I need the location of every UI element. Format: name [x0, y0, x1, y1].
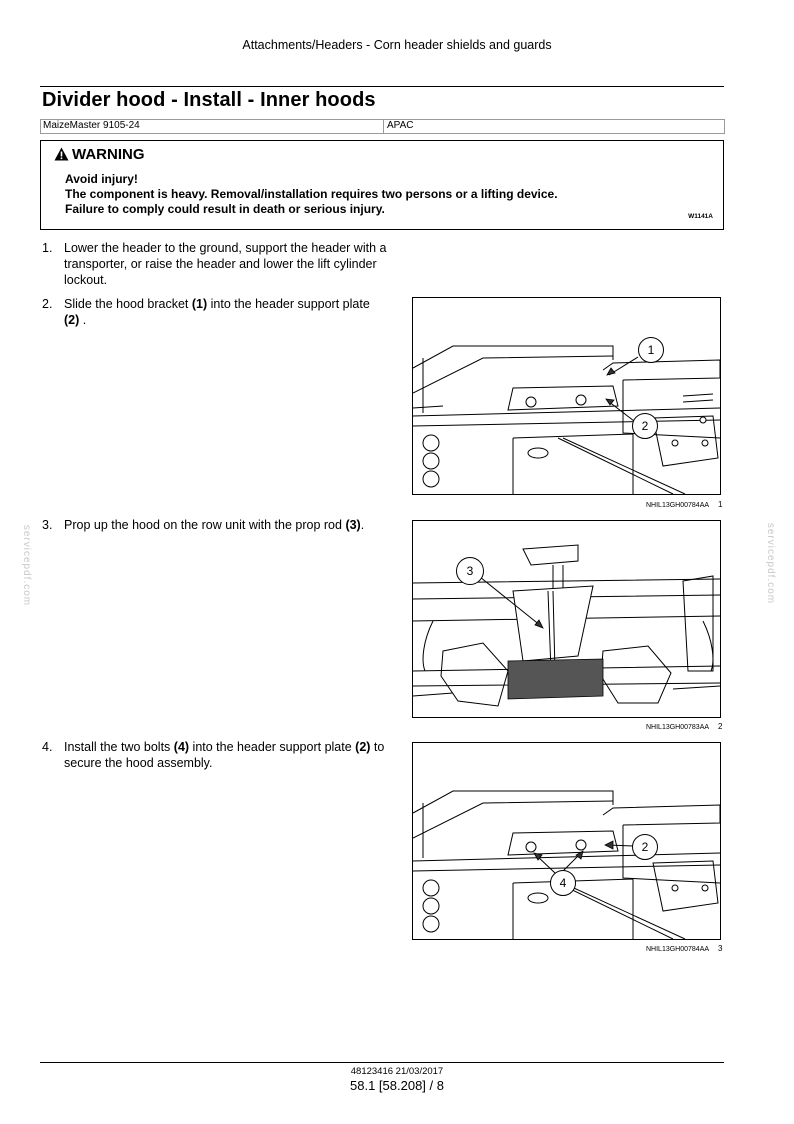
figure-2-drawing: [413, 521, 720, 717]
figure-1: [412, 297, 721, 495]
step-4: [42, 739, 387, 771]
figure-caption: NHIL13GH00783AA: [646, 724, 710, 731]
step-number: 4.: [42, 740, 53, 754]
warning-title: WARNING: [72, 146, 145, 163]
footer-doc-id: 48123416 21/03/2017: [350, 1066, 444, 1077]
region-cell: APAC: [383, 120, 414, 133]
warning-line: The component is heavy. Removal/installation requires two persons or a lifting device.: [65, 187, 558, 201]
callout-4: 4: [550, 870, 576, 896]
watermark: servicepdf.com: [765, 522, 777, 605]
step-1: [42, 240, 387, 288]
step-text: Install the two bolts (4) into the header support plate (2) to secure the hood assembly.: [64, 740, 385, 770]
figure-number: 3: [718, 944, 723, 953]
step-3: [42, 517, 387, 533]
step-number: 3.: [42, 518, 53, 532]
warning-line: Failure to comply could result in death or serious injury.: [65, 202, 385, 216]
warning-triangle-icon: [54, 147, 69, 161]
figure-caption: NHIL13GH00784AA: [646, 946, 710, 953]
warning-line: Avoid injury!: [65, 172, 138, 186]
step-text: Lower the header to the ground, support the header with a transporter, or raise the header and lower the lift cylinder lockout.: [64, 241, 387, 287]
figure-number: 1: [718, 500, 723, 509]
callout-3: 3: [456, 557, 484, 585]
figure-3-drawing: [413, 743, 720, 939]
footer-rule: [40, 1062, 724, 1063]
callout-2: 2: [632, 834, 658, 860]
model-cell: MaizeMaster 9105-24: [43, 120, 140, 131]
footer-page-number: 58.1 [58.208] / 8: [350, 1078, 444, 1093]
step-text: Slide the hood bracket (1) into the header support plate (2) .: [64, 297, 370, 327]
figure-3: [412, 742, 721, 940]
callout-1: 1: [638, 337, 664, 363]
running-header: Attachments/Headers - Corn header shields and guards: [242, 38, 552, 52]
page-title: Divider hood - Install - Inner hoods: [42, 89, 376, 111]
step-number: 2.: [42, 297, 53, 311]
warning-box: [40, 140, 724, 230]
meta-table: [40, 119, 725, 134]
step-number: 1.: [42, 241, 53, 255]
figure-number: 2: [718, 722, 723, 731]
step-2: [42, 296, 387, 328]
figure-caption: NHIL13GH00784AA: [646, 502, 710, 509]
figure-2: [412, 520, 721, 718]
watermark: servicepdf.com: [21, 524, 33, 607]
figure-1-drawing: [413, 298, 720, 494]
callout-2: 2: [632, 413, 658, 439]
warning-heading: [54, 146, 145, 163]
warning-code: W1141A: [688, 213, 713, 220]
step-text: Prop up the hood on the row unit with the prop rod (3).: [64, 518, 365, 532]
header-rule: [40, 86, 724, 87]
